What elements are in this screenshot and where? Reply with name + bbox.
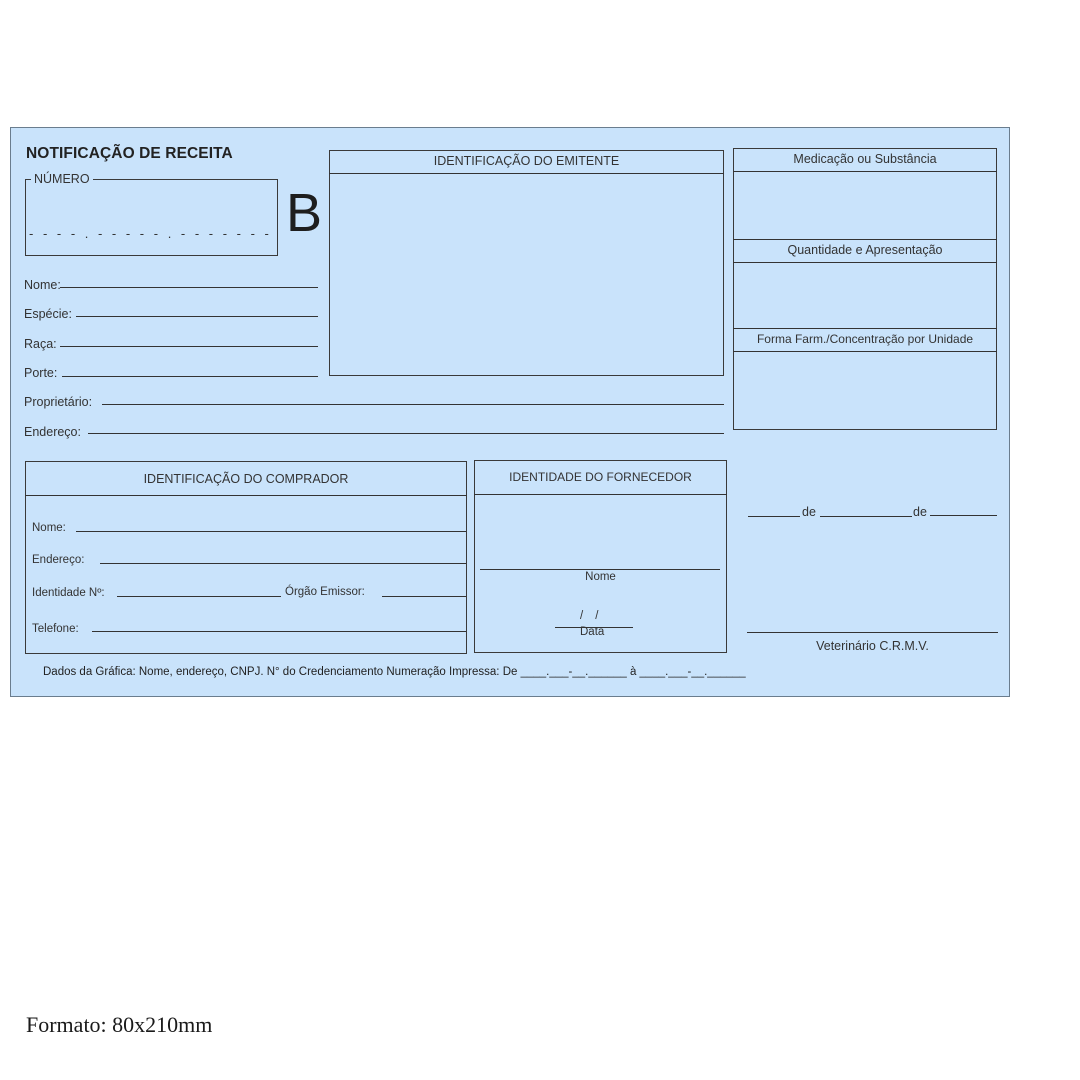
line-especie [76, 316, 318, 317]
date-line-year [930, 515, 997, 516]
medicacao-title: Medicação ou Substância [793, 152, 937, 166]
comprador-line-telefone [92, 631, 466, 632]
comprador-header-line [25, 495, 467, 496]
type-letter-b: B [286, 183, 323, 243]
date-line-day [748, 516, 800, 517]
label-nome: Nome: [24, 278, 61, 292]
comprador-line-orgao [382, 596, 466, 597]
label-raca: Raça: [24, 337, 57, 351]
fornecedor-date-slashes: // [580, 610, 611, 622]
fornecedor-header-line [474, 494, 727, 495]
numero-label: NÚMERO [31, 172, 93, 186]
numero-mask: - - - - . - - - - - . - - - - - - - [29, 226, 272, 241]
comprador-box [25, 461, 467, 654]
emitente-header-line [329, 173, 724, 174]
vet-label: Veterinário C.R.M.V. [816, 639, 929, 653]
medicacao-header-line [733, 171, 997, 172]
fornecedor-nome-line [480, 569, 720, 570]
emitente-title: IDENTIFICAÇÃO DO EMITENTE [433, 154, 620, 168]
emitente-box [329, 150, 724, 376]
label-porte: Porte: [24, 366, 58, 380]
comprador-label-endereco: Endereço: [32, 554, 85, 566]
comprador-label-nome: Nome: [32, 522, 66, 534]
quantidade-top-line [733, 239, 997, 240]
medication-panel [733, 148, 997, 430]
forma-top-line [733, 328, 997, 329]
label-especie: Espécie: [24, 307, 72, 321]
date-line-month [820, 516, 912, 517]
fornecedor-title: IDENTIDADE DO FORNECEDOR [509, 470, 692, 484]
label-endereco: Endereço: [24, 425, 81, 439]
vet-signature-line [747, 632, 998, 633]
format-caption: Formato: 80x210mm [26, 1012, 213, 1037]
comprador-label-telefone: Telefone: [32, 623, 79, 635]
fornecedor-data-label: Data [580, 626, 605, 638]
quantidade-title: Quantidade e Apresentação [787, 243, 943, 257]
forma-title: Forma Farm./Concentração por Unidade [756, 332, 974, 346]
line-proprietario [102, 404, 724, 405]
line-endereco [88, 433, 724, 434]
comprador-line-endereco [100, 563, 466, 564]
fornecedor-box [474, 460, 727, 653]
print-footer: Dados da Gráfica: Nome, endereço, CNPJ. N° do Credenciamento Numeração Impressa: De ____.___-__.______ à ____.___-__.______ [43, 666, 746, 678]
forma-header-line [733, 351, 997, 352]
line-porte [62, 376, 318, 377]
form-title: NOTIFICAÇÃO DE RECEITA [26, 145, 233, 162]
fornecedor-nome-label: Nome [585, 571, 616, 583]
date-de-2: de [913, 505, 927, 519]
line-nome [60, 287, 318, 288]
comprador-label-identidade: Identidade Nº: [32, 587, 105, 599]
line-raca [60, 346, 318, 347]
quantidade-header-line [733, 262, 997, 263]
label-proprietario: Proprietário: [24, 395, 93, 409]
comprador-title: IDENTIFICAÇÃO DO COMPRADOR [143, 472, 349, 486]
comprador-line-nome [76, 531, 466, 532]
comprador-label-orgao: Órgão Emissor: [285, 586, 365, 598]
numero-box [25, 179, 278, 256]
comprador-line-identidade [117, 596, 281, 597]
date-de-1: de [802, 505, 816, 519]
